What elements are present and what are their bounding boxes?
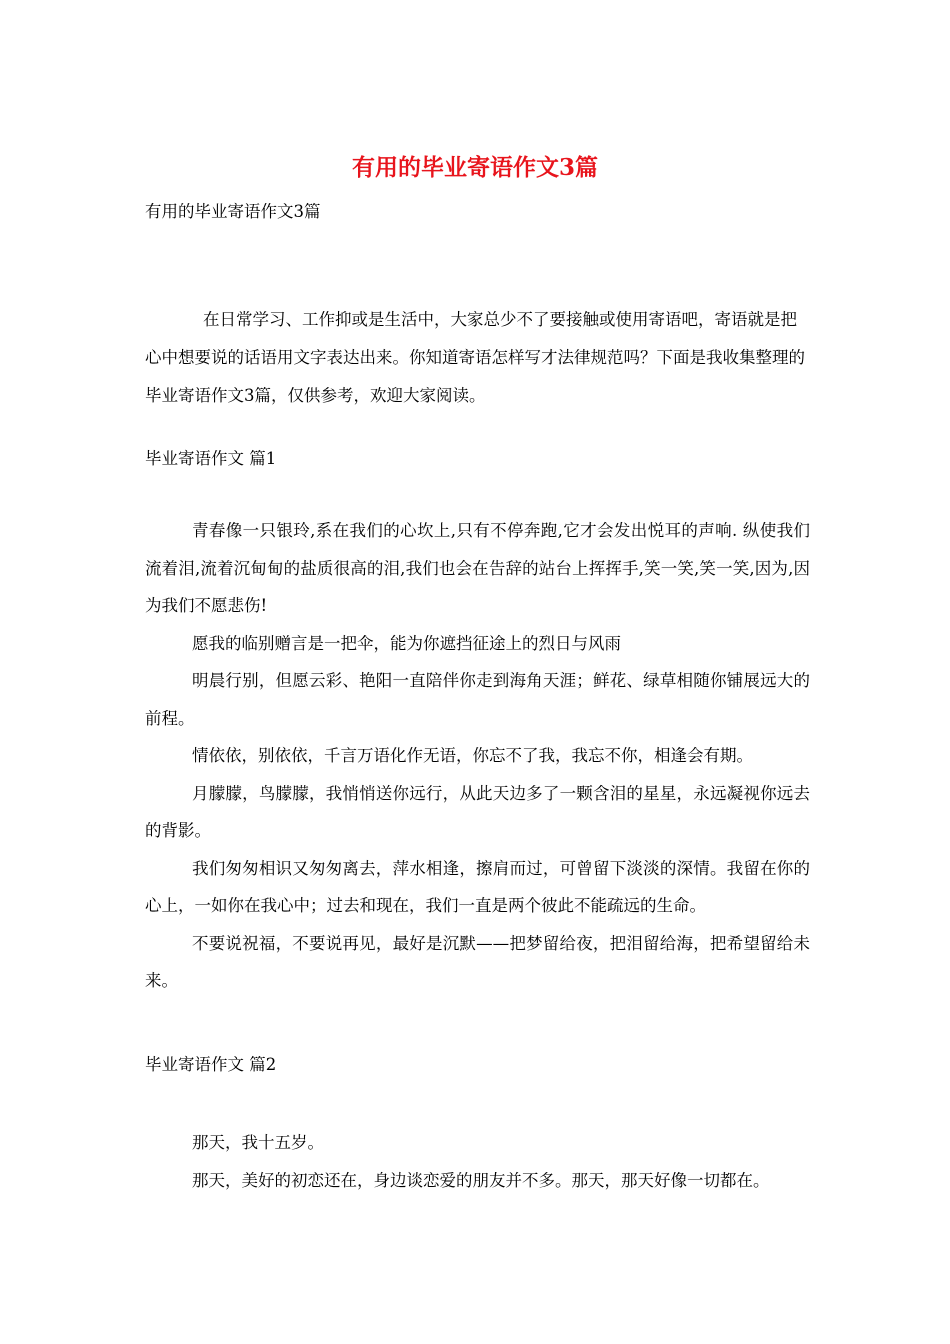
paragraph: 青春像一只银玲,系在我们的心坎上,只有不停奔跑,它才会发出悦耳的声响. 纵使我们流着泪,流着沉甸甸的盐质很高的泪,我们也会在告辞的站台上挥挥手,笑一笑,笑一笑,因为,因为我们不愿悲伤!	[145, 521, 810, 615]
document-subtitle: 有用的毕业寄语作文3篇	[145, 202, 321, 221]
section-1-body	[145, 512, 810, 1000]
paragraph: 情依依，别依依，千言万语化作无语，你忘不了我，我忘不你，相逢会有期。	[192, 746, 753, 765]
section-2-body	[145, 1124, 810, 1200]
intro-paragraph: 在日常学习、工作抑或是生活中，大家总少不了要接触或使用寄语吧，寄语就是把心中想要说的话语用文字表达出来。你知道寄语怎样写才法律规范吗？下面是我收集整理的毕业寄语作文3篇，仅供参考，欢迎大家阅读。	[145, 310, 805, 405]
paragraph: 明晨行别，但愿云彩、艳阳一直陪伴你走到海角天涯；鲜花、绿草相随你铺展远大的前程。	[145, 671, 810, 728]
paragraph: 我们匆匆相识又匆匆离去，萍水相逢，擦肩而过，可曾留下淡淡的深情。我留在你的心上，一如你在我心中；过去和现在，我们一直是两个彼此不能疏远的生命。	[145, 858, 810, 915]
paragraph: 那天，我十五岁。	[192, 1133, 324, 1152]
paragraph: 月朦朦，鸟朦朦，我悄悄送你远行，从此天边多了一颗含泪的星星，永远凝视你远去的背影。	[145, 783, 810, 840]
paragraph: 那天，美好的初恋还在，身边谈恋爱的朋友并不多。那天，那天好像一切都在。	[192, 1171, 770, 1190]
paragraph: 不要说祝福，不要说再见，最好是沉默——把梦留给夜，把泪留给海，把希望留给未来。	[145, 933, 810, 990]
document-title: 有用的毕业寄语作文3篇	[351, 154, 598, 181]
section-1-heading: 毕业寄语作文 篇1	[145, 449, 277, 468]
paragraph: 愿我的临别赠言是一把伞，能为你遮挡征途上的烈日与风雨	[192, 633, 621, 653]
section-2-heading: 毕业寄语作文 篇2	[145, 1055, 277, 1074]
